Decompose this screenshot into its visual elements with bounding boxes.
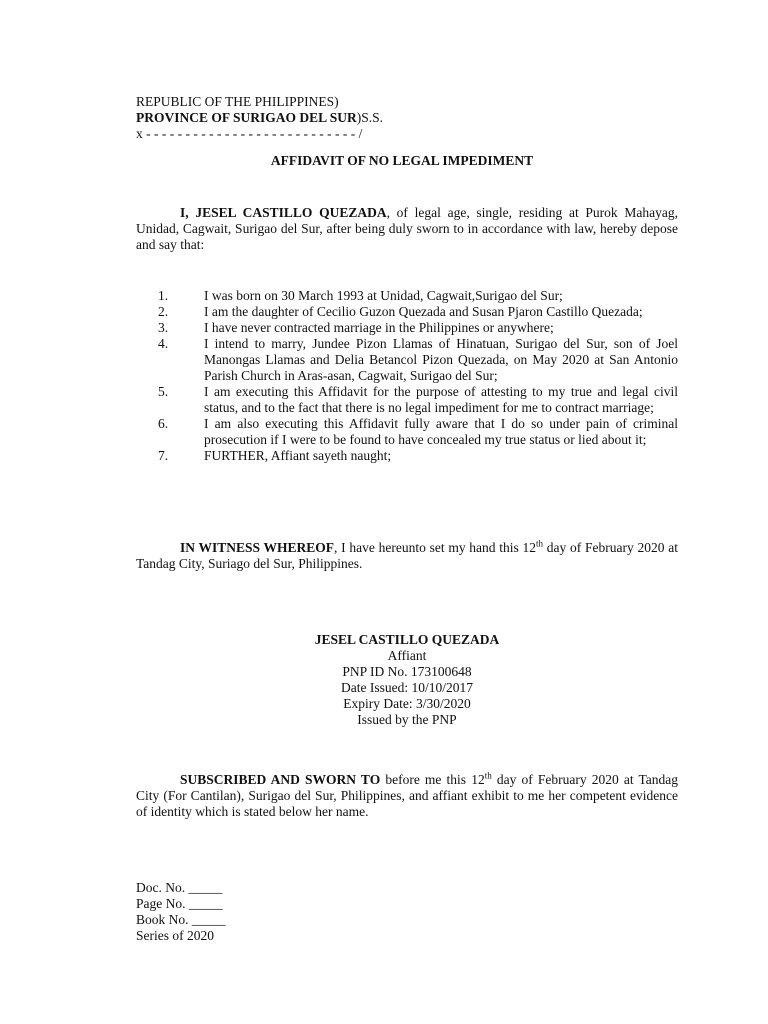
- document-header: [136, 94, 656, 142]
- book-number: Book No. _____: [136, 912, 226, 927]
- province-line: [136, 110, 656, 126]
- list-item: [136, 416, 678, 448]
- affiant-role: Affiant: [387, 648, 427, 663]
- list-item-number: 2.: [158, 304, 169, 319]
- affiant-name-intro: I, JESEL CASTILLO QUEZADA: [180, 205, 387, 220]
- republic-line: REPUBLIC OF THE PHILIPPINES): [136, 94, 339, 109]
- list-item-number: 5.: [158, 384, 169, 399]
- list-item: [136, 320, 678, 336]
- witness-paragraph: [136, 540, 678, 572]
- jurat-lead: SUBSCRIBED AND SWORN TO: [180, 772, 381, 787]
- list-item-number: 3.: [158, 320, 169, 335]
- list-item: [136, 288, 678, 304]
- list-item-text: I am executing this Affidavit for the purpose of attesting to my true and legal civil status, and to the fact that there is no legal impediment for me to contract marriage;: [204, 384, 678, 415]
- province-name: PROVINCE OF SURIGAO DEL SUR: [136, 110, 357, 125]
- list-item-text: I am also executing this Affidavit fully aware that I do so under pain of criminal prosecution if I were to be found to have concealed my true status or lied about it;: [204, 416, 678, 447]
- list-item: [136, 336, 678, 384]
- series-year: Series of 2020: [136, 928, 214, 943]
- document-title: AFFIDAVIT OF NO LEGAL IMPEDIMENT: [270, 153, 534, 168]
- list-item-text: I am the daughter of Cecilio Guzon Quezada and Susan Pjaron Castillo Quezada;: [204, 304, 643, 319]
- witness-text-before: , I have hereunto set my hand this 12: [334, 540, 537, 555]
- witness-text-after: day of February 2020 at Tandag City, Suriago del Sur, Philippines.: [136, 540, 678, 571]
- jurat-day-suffix: th: [484, 770, 492, 781]
- jurat-text-after: day of February 2020 at Tandag City (For Cantilan), Surigao del Sur, Philippines, and affiant exhibit to me her competent evidence of identity which is stated below her name.: [136, 772, 678, 819]
- header-separator: x - - - - - - - - - - - - - - - - - - - - - - - - - - - /: [136, 126, 363, 141]
- list-item-number: 1.: [158, 288, 169, 303]
- notarial-register: [136, 880, 436, 944]
- id-date-issued: Date Issued: 10/10/2017: [341, 680, 473, 695]
- list-item-text: I have never contracted marriage in the Philippines or anywhere;: [204, 320, 554, 335]
- id-number: PNP ID No. 173100648: [342, 664, 472, 679]
- signature-block: [136, 632, 678, 728]
- jurat-text-before: before me this 12: [380, 772, 485, 787]
- id-expiry-date: Expiry Date: 3/30/2020: [343, 696, 471, 711]
- witness-lead: IN WITNESS WHEREOF: [180, 540, 335, 555]
- list-item-text: FURTHER, Affiant sayeth naught;: [204, 448, 392, 463]
- affiant-signature-name: JESEL CASTILLO QUEZADA: [314, 632, 500, 647]
- list-item: [136, 384, 678, 416]
- list-item-number: 4.: [158, 336, 169, 351]
- jurat-paragraph: [136, 772, 678, 820]
- statements-list: [136, 288, 678, 464]
- list-item: [136, 448, 678, 464]
- id-issuer: Issued by the PNP: [357, 712, 457, 727]
- list-item-text: I intend to marry, Jundee Pizon Llamas of Hinatuan, Surigao del Sur, son of Joel Manongas Llamas and Delia Betancol Pizon Quezada, on May 2020 at San Antonio Parish Church in Aras-asan, Cagwait, Surigao del Sur;: [204, 336, 678, 383]
- intro-paragraph: [136, 205, 678, 253]
- page-number: Page No. _____: [136, 896, 223, 911]
- doc-number: Doc. No. _____: [136, 880, 223, 895]
- ss-marker: )S.S.: [356, 110, 384, 125]
- list-item: [136, 304, 678, 320]
- list-item-number: 7.: [158, 448, 169, 463]
- list-item-text: I was born on 30 March 1993 at Unidad, Cagwait,Surigao del Sur;: [204, 288, 563, 303]
- intro-text: , of legal age, single, residing at Purok Mahayag, Unidad, Cagwait, Surigao del Sur, after being duly sworn to in accordance with law, hereby depose and say that:: [136, 205, 679, 252]
- list-item-number: 6.: [158, 416, 169, 431]
- witness-day-suffix: th: [536, 538, 544, 549]
